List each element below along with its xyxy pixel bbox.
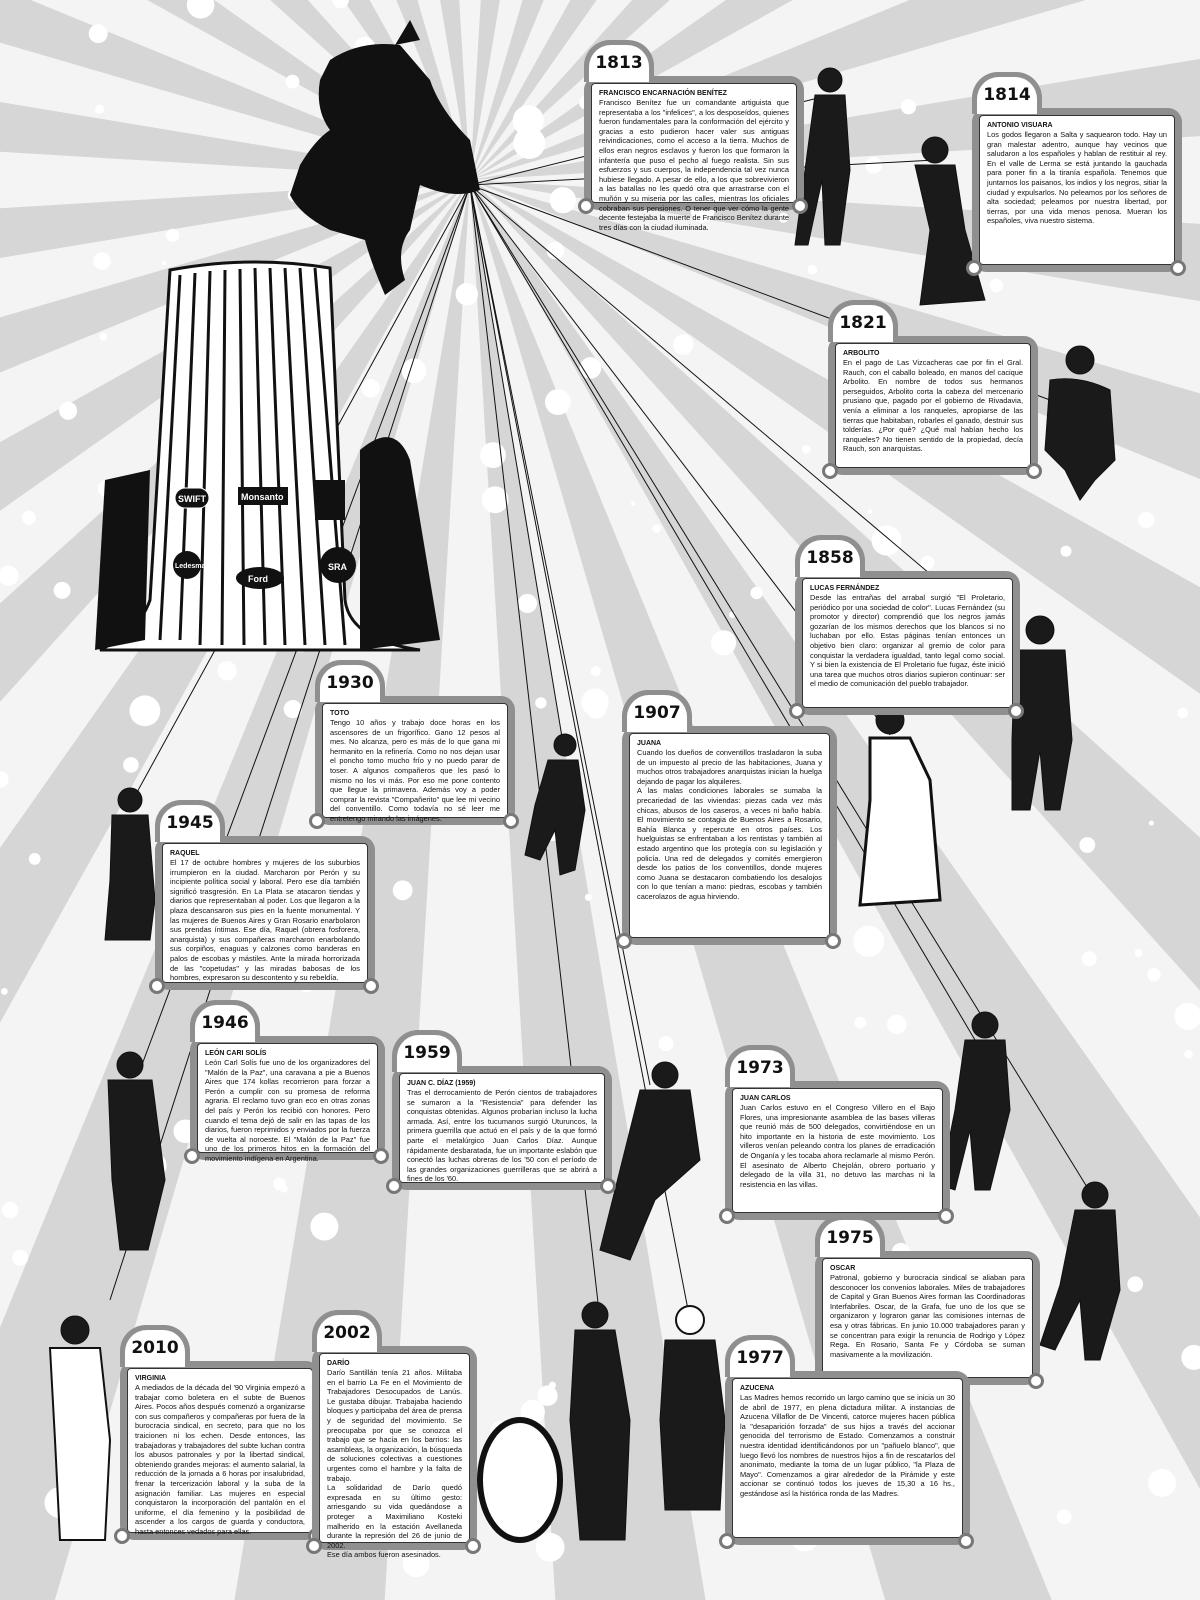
splatter-dot (166, 229, 179, 242)
year-tab (622, 690, 692, 732)
splatter-dot (855, 1017, 867, 1029)
person-name: JUAN C. DÍAZ (1959) (407, 1080, 476, 1087)
card-body (197, 1043, 378, 1163)
card-body (127, 1368, 313, 1536)
person-name: TOTO (330, 710, 350, 717)
person-name: VIRGINIA (135, 1375, 167, 1382)
story-text: Tengo 10 años y trabajo doce horas en los ascensores de un frigorífico. Gano 12 pesos al mes. No alcanza, pero es más de lo que gana mi hermanito en la refinería. Como no nos dejan usar el poncho tomo mucho frío y no puedo parar de toser. A algunos compañeros que les pasó lo mismo no los vi más. Por eso me pone contento que llegue la primavera. Además voy a poder comprar la revista "Compañerito" que lee mi vecino del conventillo. Como todavía no sé leer me entretengo mirando las imágenes. (330, 718, 500, 823)
story-text: Tras el derrocamiento de Perón cientos de trabajadores se sumaron a la "Resistencia" para defender las conquistas obtenidas. Algunos probarían incluso la lucha armada. Así, entre los tucumanos surgió Uturuncos, la primera guerrilla que actuó en el país y de la que formó parte el metalúrgico Juan Carlos Díaz. Aunque rápidamente desbaratada, fue un importante eslabón que conectó las luchas obreras de los '50 con el período de las grandes organizaciones guerrilleras que se abrirá a fines de los '60. (407, 1088, 597, 1184)
splatter-dot (95, 105, 104, 114)
timeline-card-1945 (155, 800, 375, 990)
svg-text:SRA: SRA (328, 562, 348, 572)
card-body (162, 843, 368, 983)
year-tab (725, 1045, 795, 1087)
splatter-dot (658, 1036, 673, 1051)
year-tab (584, 40, 654, 82)
splatter-dot (273, 1178, 286, 1191)
splatter-dot (1061, 546, 1072, 557)
ring-knob (792, 198, 808, 214)
year-label: 1945 (160, 805, 220, 842)
timeline-card-1821 (828, 300, 1038, 475)
year-label: 1907 (627, 695, 687, 732)
timeline-card-1814 (972, 72, 1182, 272)
splatter-dot (901, 99, 916, 114)
splatter-dot (1184, 1050, 1192, 1058)
card-frame (622, 726, 837, 945)
card-frame (120, 1361, 320, 1540)
year-label: 1821 (833, 305, 893, 342)
splatter-dot (545, 389, 571, 415)
story-text: El 17 de octubre hombres y mujeres de los suburbios irrumpieron en la ciudad. Marcharon por Perón y su incipiente política social y laboral. Pero ese día también significó trasgresión. En La Plata se atacaron tiendas y diarios que representaban al poder. Los que llegaron a la plaza descansaron sus pies en la fuente monumental. Y las mujeres de Buenos Aires y Gran Rosario enarbolaron sus prendas íntimas. Ese día, Raquel (obrera fosforera, anarquista) y sus compañeras marcharon enarbolando sus corpiños, enaguas y calzones como banderas en palos de escobas y mástiles. Ante la mirada horrorizada de las "copetudas" y las miradas babosas de los hombres, expresaron su descontento y su rebeldía. (170, 858, 360, 983)
year-tab (190, 1000, 260, 1042)
ring-knob (719, 1533, 735, 1549)
ring-knob (1008, 703, 1024, 719)
splatter-dot (853, 926, 884, 957)
person-name: RAQUEL (170, 850, 200, 857)
splatter-dot (1138, 512, 1154, 528)
year-label: 1858 (800, 540, 860, 577)
splatter-dot (865, 157, 882, 174)
year-tab (972, 72, 1042, 114)
ring-knob (600, 1178, 616, 1194)
card-frame (972, 108, 1182, 272)
ring-knob (825, 933, 841, 949)
card-body (732, 1088, 943, 1213)
card-body (979, 115, 1175, 265)
svg-text:Ford: Ford (248, 574, 268, 584)
splatter-dot (361, 379, 380, 398)
person-name: JUAN CARLOS (740, 1095, 791, 1102)
splatter-dot (802, 445, 811, 454)
splatter-dot (549, 1382, 556, 1389)
year-label: 1977 (730, 1340, 790, 1377)
ring-knob (503, 813, 519, 829)
person-name: ARBOLITO (843, 350, 880, 357)
splatter-dot (652, 524, 660, 532)
year-label: 1946 (195, 1005, 255, 1042)
splatter-dot (1, 988, 8, 995)
story-text: En el pago de Las Vizcacheras cae por fin el Gral. Rauch, con el caballo boleado, en manos del cacique Arbolito. En nombre de todos sus hermanos perseguidos, Arbolito corta la cabeza del mercenario prusiano que, pagado por el gobierno de Rivadavia, venía a eliminar a los ranqueles, apropiarse de las tierras que habitaban, robarles el ganado, destruir sus tolderías. ¿Por qué? ¿Qué mal habían hecho los ranqueles? No tienen sentido de la propiedad, decía Rauch, son anarquistas. (843, 358, 1023, 454)
timeline-card-2002 (312, 1310, 477, 1560)
svg-text:Ledesma: Ledesma (175, 563, 206, 570)
card-body (732, 1378, 963, 1538)
splatter-dot (1148, 1469, 1176, 1497)
card-body (802, 578, 1013, 708)
ring-knob (719, 1208, 735, 1224)
splatter-dot (1057, 1509, 1072, 1524)
ring-knob (616, 933, 632, 949)
ring-knob (149, 978, 165, 994)
card-frame (312, 1346, 477, 1560)
ring-knob (386, 1178, 402, 1194)
person-name: AZUCENA (740, 1385, 775, 1392)
person-name: LUCAS FERNÁNDEZ (810, 585, 880, 592)
splatter-dot (2, 1202, 19, 1219)
timeline-card-2010 (120, 1325, 320, 1540)
year-tab (795, 535, 865, 577)
story-text: León Carl Solís fue uno de los organizadores del "Malón de la Paz", una caravana a pie a Buenos Aires que 174 kollas recorrieron para forzar a Perón a cumplir con su promesa de reforma agraria. El reclamo tuvo gran eco en otras zonas del país y Perón los recibió con honores. Pero cuando el tema dejó de salir en las tapas de los diarios, fueron reprimidos y enviados por la fuerza de vuelta al noroeste. El "Malón de la Paz" fue uno de los primeros hitos en la formación del movimiento indígena en Argentina. (205, 1058, 370, 1163)
splatter-dot (1135, 949, 1143, 957)
year-label: 1975 (820, 1220, 880, 1257)
ring-knob (822, 463, 838, 479)
splatter-dot (1147, 968, 1160, 981)
splatter-dot (1127, 1276, 1143, 1292)
splatter-dot (456, 283, 478, 305)
ring-knob (363, 978, 379, 994)
story-text: A mediados de la década del '90 Virginia empezó a trabajar como boletera en el subte de Buenos Aires. Pocos años después comenzó a organizarse con sus compañeros y compañeras por fuera de la burocracia sindical, en secreto, para que no los traicionen ni los echen. Desde entonces, las trabajadoras y trabajadores del subte luchan contra los abusos patronales y por la libertad sindical, obteniendo grandes mejoras: el aumento salarial, la reducción de la jornada a 6 horas por insalubridad, frenar la tercerización laboral y la suba de la asignación familiar. Las mujeres en especial conquistaron la incorporación del pantalón en el uniforme, el día femenino y la posibilidad de ascender a los cargos de guarda y conductora, hasta entonces vedados para ellas. (135, 1383, 305, 1536)
splatter-dot (29, 853, 41, 865)
story-text: Patronal, gobierno y burocracia sindical se aliaban para desconocer los convenios laborales. Miles de trabajadores de Capital y Gran Buenos Aires forman las Coordinadoras Interfabriles. Oscar, de la Grafa, fue uno de los que se organizaron y lograron ganar las comisiones internas de esa y otras fábricas. En junio 10.000 trabajadores paran y se concentran para exigir la renuncia de Rodrigo y López Rega. En Rosario, Santa Fe y Córdoba se suman masivamente a la movilización. (830, 1273, 1025, 1359)
ring-knob (966, 260, 982, 276)
story-text: Cuando los dueños de conventillos trasladaron la suba de un impuesto al precio de las habitaciones, Juana y muchos otros trabajadores anarquistas inician la huelga dejando de pagar los alquileres. A las malas condiciones laborales se sumaba la precariedad de las viviendas: piezas cada vez más chicas, abusos de los caseros, a veces ni baño había. El movimiento se contagia de Buenos Aires a Rosario, Bahía Blanca y repercute en otros países. Los huelguistas se enfrentaban a los rentistas y también al estado argentino que los protegía con su legislación y policía. Una red de delegados y comités emergieron desde los patios de los conventillos, donde mujeres como Juana se destacaron combatiendo los desalojos con lo que tenían a mano: piedras, escobas y también cacerolazos de agua hirviendo. (637, 748, 822, 901)
splatter-dot (711, 630, 736, 655)
splatter-dot (887, 1015, 907, 1035)
year-label: 2002 (317, 1315, 377, 1352)
person-name: JUANA (637, 740, 662, 747)
timeline-card-1858 (795, 535, 1020, 715)
ring-knob (578, 198, 594, 214)
timeline-card-1977 (725, 1335, 970, 1545)
figure-2010 (50, 1316, 110, 1540)
svg-text:Monsanto: Monsanto (241, 492, 284, 502)
year-tab (815, 1215, 885, 1257)
splatter-dot (89, 24, 108, 43)
card-frame (828, 336, 1038, 475)
year-tab (392, 1030, 462, 1072)
ring-knob (1028, 1373, 1044, 1389)
person-name: FRANCISCO ENCARNACIÓN BENÍTEZ (599, 90, 727, 97)
ring-knob (306, 1538, 322, 1554)
splatter-dot (59, 402, 77, 420)
person-name: DARÍO (327, 1360, 350, 1367)
person-name: LEÓN CARI SOLÍS (205, 1050, 267, 1057)
splatter-dot (673, 334, 693, 354)
splatter-dot (93, 252, 111, 270)
splatter-dot (54, 582, 71, 599)
year-label: 1814 (977, 77, 1037, 114)
splatter-dot (591, 666, 601, 676)
story-text: Las Madres hemos recorrido un largo camino que se inicia un 30 de abril de 1977, en plena dictadura militar. A instancias de Azucena Villaflor de De Vincenti, catorce mujeres hacen pública la "desaparición forzada" de sus hijos a través del accionar genocida del terrorismo de Estado. Comenzamos a construir nuestra identidad identificándonos por un "pañuelo blanco", que luego llevó los nombres de nuestros hijos a fin de rescatarlos del anonimato, mediante la toma de un lugar público, "la Plaza de Mayo". Comenzamos a girar alrededor de la Pirámide y este accionar se continuó todos los jueves de 15,30 a 16 hs., gestándose así la histórica ronda de las Madres. (740, 1393, 955, 1498)
splatter-dot (750, 587, 762, 599)
splatter-dot (99, 333, 107, 341)
splatter-dot (808, 265, 818, 275)
splatter-dot (518, 594, 537, 613)
card-body (591, 83, 797, 232)
story-text: Francisco Benítez fue un comandante artiguista que representaba a los "infelices", a los desposeídos, quienes fueron fundamentales para la conformación del ejército y gracias a esto pudieron hacer valer sus antiguas reivindicaciones, como el acceso a la tierra. Muchos de ellos eran negros esclavos y fueron los que formaron la infantería que puso el pecho al fuego realista. Sin sus esfuerzos y sus cuerpos, la independencia tal vez nunca hubiese llegado. A pesar de ello, a los que sobrevivieron a las batallas no les quedó otra que arrastrarse con el muñón y su miseria por las calles, mientras los oficiales cobraban sus pensiones. O tener que ver cómo la gente decente festejaba la muerte de Francisco Benítez durante tres días con la ciudad iluminada. (599, 98, 789, 232)
card-frame (392, 1066, 612, 1190)
card-frame (725, 1371, 970, 1545)
splatter-dot (513, 105, 544, 136)
timeline-card-1813 (584, 40, 804, 232)
year-tab (312, 1310, 382, 1352)
splatter-dot (162, 261, 166, 265)
splatter-dot (1177, 708, 1188, 719)
story-text: Darío Santillán tenía 21 años. Militaba en el barrio La Fe en el Movimiento de Trabajadores Desocupados de Lanús. Le gustaba dibujar. Trabajaba haciendo bloques y participaba del área de prensa y de seguridad del movimiento. Se preocupaba por que se conozca el trabajo que se hacía en los barrios: las asambleas, la organización, la búsqueda de soluciones colectivas a cuestiones urgentes como el hambre y la falta de trabajo. La solidaridad de Darío quedó expresada en su último gesto: arriesgando su vida quedándose a proteger a Maximiliano Kosteki malherido en la estación Avellaneda durante la represión del 26 de junio de 2002. Ese día ambos fueron asesinados. (327, 1368, 462, 1560)
card-body (399, 1073, 605, 1183)
year-label: 1813 (589, 45, 649, 82)
ring-knob (465, 1538, 481, 1554)
splatter-dot (990, 279, 1004, 293)
ring-knob (373, 1148, 389, 1164)
story-text: Desde las entrañas del arrabal surgió "El Proletario, periódico por una sociedad de color". Lucas Fernández (su promotor y director) comprendió que los negros jamás gozarían de los mismos derechos que los blancos si no luchaban por ello. Estas páginas tenían entonces un objetivo bien claro: organizar al gremio de color para conquistar la verdadera igualdad, tanto legal como social. Y si bien la existencia de El Proletario fue fugaz, éste inició una tarea que muchos otros diarios supieron continuar: ser el medio de comunicación del pueblo trabajador. (810, 593, 1005, 689)
timeline-card-1973 (725, 1045, 950, 1220)
ring-knob (184, 1148, 200, 1164)
person-name: OSCAR (830, 1265, 856, 1272)
card-frame (155, 836, 375, 990)
timeline-card-1959 (392, 1030, 612, 1190)
splatter-dot (550, 187, 576, 213)
story-text: Los godos llegaron a Salta y saquearon todo. Hay un gran malestar adentro, aunque hay vecinos que saludaron a los españoles y hablan de restituir al rey. En el valle de Lerma se está juntando la gauchada para poner fin a la tiranía española. Tenemos que juntarnos los paisanos, los indios y los negros, sitiar la ciudad y expulsarlos. No peleamos por los señores de alta sociedad; peleamos por nuestra libertad, por tierras, por una vida menos penosa. Mueran los españoles, viva nuestro sistema. (987, 130, 1167, 226)
ring-knob (1026, 463, 1042, 479)
year-label: 1930 (320, 665, 380, 702)
timeline-card-1907 (622, 690, 837, 945)
splatter-dot (587, 699, 606, 718)
splatter-dot (286, 75, 300, 89)
splatter-dot (12, 1250, 28, 1266)
ring-knob (114, 1528, 130, 1544)
year-label: 1959 (397, 1035, 457, 1072)
splatter-dot (536, 1533, 565, 1562)
splatter-dot (22, 511, 36, 525)
splatter-dot (1079, 837, 1095, 853)
year-tab (725, 1335, 795, 1377)
card-body (835, 343, 1031, 468)
person-name: ANTONIO VISUARA (987, 122, 1053, 129)
story-text: Juan Carlos estuvo en el Congreso Villero en el Bajo Flores, una impresionante asamblea de las bases villeras que reunió más de 500 delegados, convirtiéndose en un hito importante en la historia de este movimiento. Los villeros venían peleando contra los planes de erradicación de Onganía y les tocaba ahora reclamarle al mismo Perón. El asesinato de Alberto Chejolán, obrero portuario y delegado de la villa 31, no detuvo las marchas ni la resistencia en las villas. (740, 1103, 935, 1189)
ring-knob (958, 1533, 974, 1549)
splatter-dot (1149, 821, 1154, 826)
card-body (319, 1353, 470, 1560)
splatter-dot (535, 697, 546, 708)
card-frame (584, 76, 804, 232)
splatter-dot (585, 894, 592, 901)
splatter-dot (402, 359, 427, 384)
year-label: 2010 (125, 1330, 185, 1367)
splatter-dot (868, 510, 873, 515)
ring-knob (1170, 260, 1186, 276)
card-frame (190, 1036, 385, 1163)
splatter-dot (310, 1213, 338, 1241)
splatter-dot (393, 880, 413, 900)
card-frame (725, 1081, 950, 1220)
year-tab (828, 300, 898, 342)
year-tab (120, 1325, 190, 1367)
splatter-dot (217, 661, 236, 680)
splatter-dot (130, 695, 161, 726)
year-tab (315, 660, 385, 702)
timeline-card-1946 (190, 1000, 385, 1163)
splatter-dot (1082, 951, 1097, 966)
year-label: 1973 (730, 1050, 790, 1087)
svg-text:SWIFT: SWIFT (178, 494, 206, 504)
splatter-dot (631, 502, 636, 507)
splatter-dot (123, 757, 139, 773)
card-body (629, 733, 830, 938)
year-tab (155, 800, 225, 842)
